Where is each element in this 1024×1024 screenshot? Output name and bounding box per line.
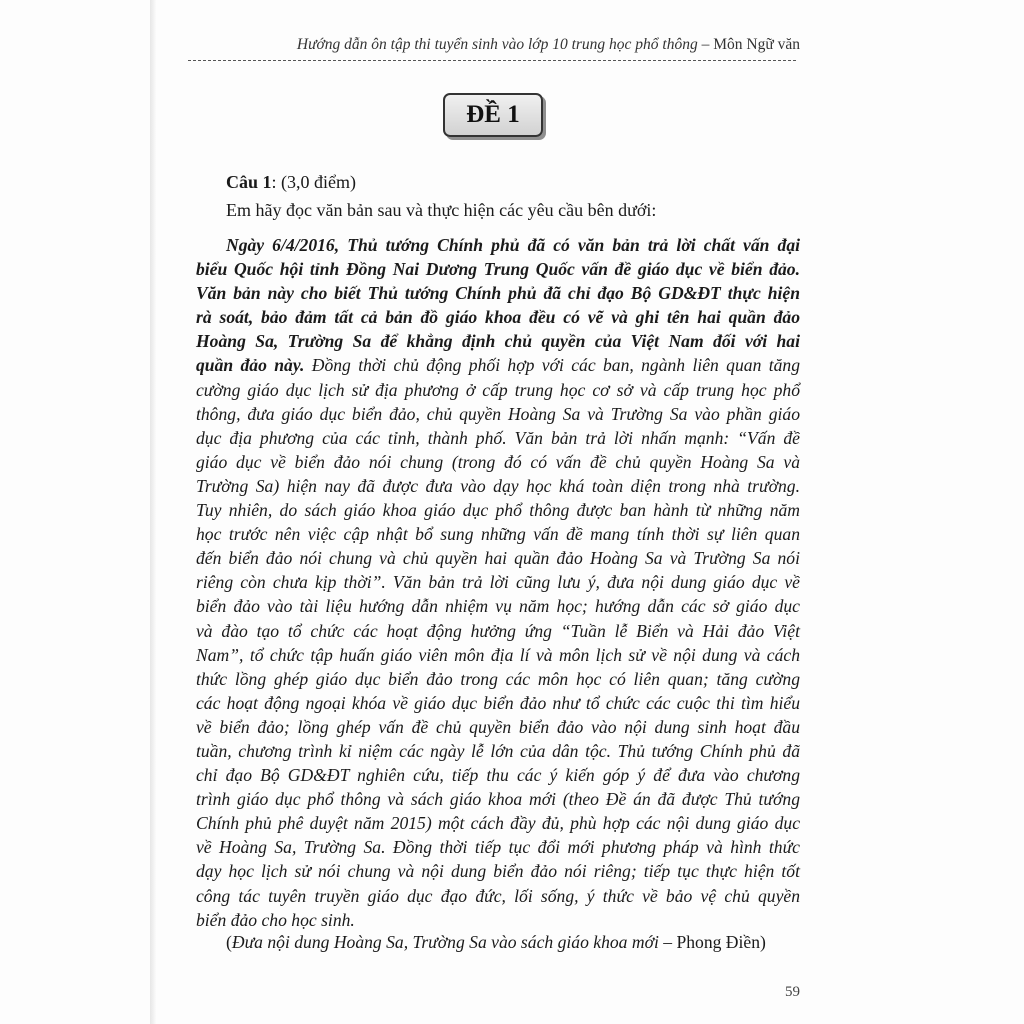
passage-line: và đào tạo tổ chức các hoạt động hưởng ứng “Tuần lễ Biển và Hải đảo Việt	[196, 620, 800, 641]
passage-line: trình giáo dục phổ thông và sách giáo khoa mới (theo Đề án đã được Thủ tướng	[196, 789, 800, 810]
passage-line: biểu Quốc hội tỉnh Đồng Nai Dương Trung Quốc vấn đề giáo dục về biển đảo.	[196, 259, 800, 280]
question-instruction: Em hãy đọc văn bản sau và thực hiện các yêu cầu bên dưới:	[226, 200, 657, 220]
passage-line: riêng còn chưa kịp thời”. Văn bản trả lời cũng lưu ý, đưa nội dung giáo dục về	[196, 572, 800, 593]
passage-line: rà soát, bảo đảm tất cả bản đồ giáo khoa đều có vẽ và ghi tên hai quần đảo	[196, 307, 800, 328]
passage-line: học trước nên việc cập nhật bổ sung những vấn đề mang tính thời sự liên quan	[196, 524, 800, 545]
reading-passage	[196, 233, 800, 932]
header-dashed-rule	[188, 60, 796, 61]
citation-author: – Phong Điền)	[658, 932, 766, 952]
passage-line: thức lồng ghép giáo dục biển đảo trong các môn học có liên quan; tăng cường	[196, 668, 800, 689]
header-title: Hướng dẫn ôn tập thi tuyển sinh vào lớp 10 trung học phổ thông –	[296, 36, 710, 53]
question-heading	[226, 170, 356, 194]
passage-line: dạy học lịch sử nói chung và nội dung biển đảo nói riêng; tiếp tục thực hiện tốt	[196, 861, 800, 882]
source-citation	[226, 930, 804, 954]
citation-open: (	[226, 932, 232, 952]
passage-line: cường giáo dục lịch sử địa phương ở cấp trung học cơ sở và cấp trung học phổ	[196, 379, 800, 400]
header-subject: Môn Ngữ văn	[713, 36, 800, 53]
passage-line: Ngày 6/4/2016, Thủ tướng Chính phủ đã có văn bản trả lời chất vấn đại	[226, 235, 800, 255]
passage-line: Nam”, tổ chức tập huấn giáo viên môn địa lí và môn lịch sử về nội dung và cách	[196, 644, 800, 665]
passage-line: biển đảo vào tài liệu hướng dẫn nhiệm vụ năm học; hướng dẫn các sở giáo dục	[196, 596, 800, 617]
page-gutter-shadow	[150, 0, 156, 1024]
question-label: Câu 1	[226, 172, 272, 192]
passage-line: biển đảo cho học sinh.	[196, 909, 355, 930]
passage-line: các hoạt động ngoại khóa về giáo dục biển đảo như tổ chức các cuộc thi tìm hiểu	[196, 692, 800, 713]
page-number: 59	[785, 984, 800, 1000]
passage-line: thông, đưa giáo dục biển đảo, chủ quyền Hoàng Sa và Trường Sa vào phần giáo	[196, 403, 800, 424]
passage-fragment: Đồng thời chủ động phối hợp với các ban, ngành liên quan tăng	[304, 355, 800, 376]
question-points: : (3,0 điểm)	[271, 172, 356, 192]
passage-line: Tuy nhiên, do sách giáo khoa giáo dục phổ thông được ban hành từ những năm	[196, 500, 800, 521]
running-header	[188, 36, 800, 54]
exam-label-box: ĐỀ 1	[443, 93, 543, 137]
passage-line: chỉ đạo Bộ GD&ĐT nghiên cứu, tiếp thu các ý kiến góp ý để đưa vào chương	[196, 765, 800, 786]
passage-line: Hoàng Sa, Trường Sa để khẳng định chủ quyền của Việt Nam đối với hai	[196, 331, 800, 352]
passage-line: giáo dục về biển đảo nói chung (trong đó có vấn đề chủ quyền Hoàng Sa và	[196, 451, 800, 472]
passage-line: về biển đảo; lồng ghép vấn đề chủ quyền biển đảo vào nội dung sinh hoạt đầu	[196, 716, 800, 737]
passage-bold-fragment: quần đảo này.	[196, 355, 305, 376]
passage-line: đến biển đảo nói chung và chủ quyền hai quần đảo Hoàng Sa và Trường Sa nói	[196, 548, 800, 569]
passage-line: Văn bản này cho biết Thủ tướng Chính phủ đã chỉ đạo Bộ GD&ĐT thực hiện	[196, 283, 800, 304]
passage-line: công tác tuyên truyền giáo dục đạo đức, lối sống, ý thức về bảo vệ chủ quyền	[196, 885, 800, 906]
passage-line: về Hoàng Sa, Trường Sa. Đồng thời tiếp tục đổi mới phương pháp và hình thức	[196, 837, 800, 858]
passage-line	[196, 353, 800, 377]
passage-line: Trường Sa) hiện nay đã được đưa vào dạy học khá toàn diện trong nhà trường.	[196, 475, 800, 496]
passage-line: Chính phủ phê duyệt năm 2015) một cách đầy đủ, phù hợp các nội dung giáo dục	[196, 813, 800, 834]
passage-line: dục địa phương của các tỉnh, thành phố. Văn bản trả lời nhấn mạnh: “Vấn đề	[196, 427, 800, 448]
passage-line: tuần, chương trình kỉ niệm các ngày lễ lớn của dân tộc. Thủ tướng Chính phủ đã	[196, 740, 800, 761]
citation-title: Đưa nội dung Hoàng Sa, Trường Sa vào sách giáo khoa mới	[231, 932, 659, 952]
